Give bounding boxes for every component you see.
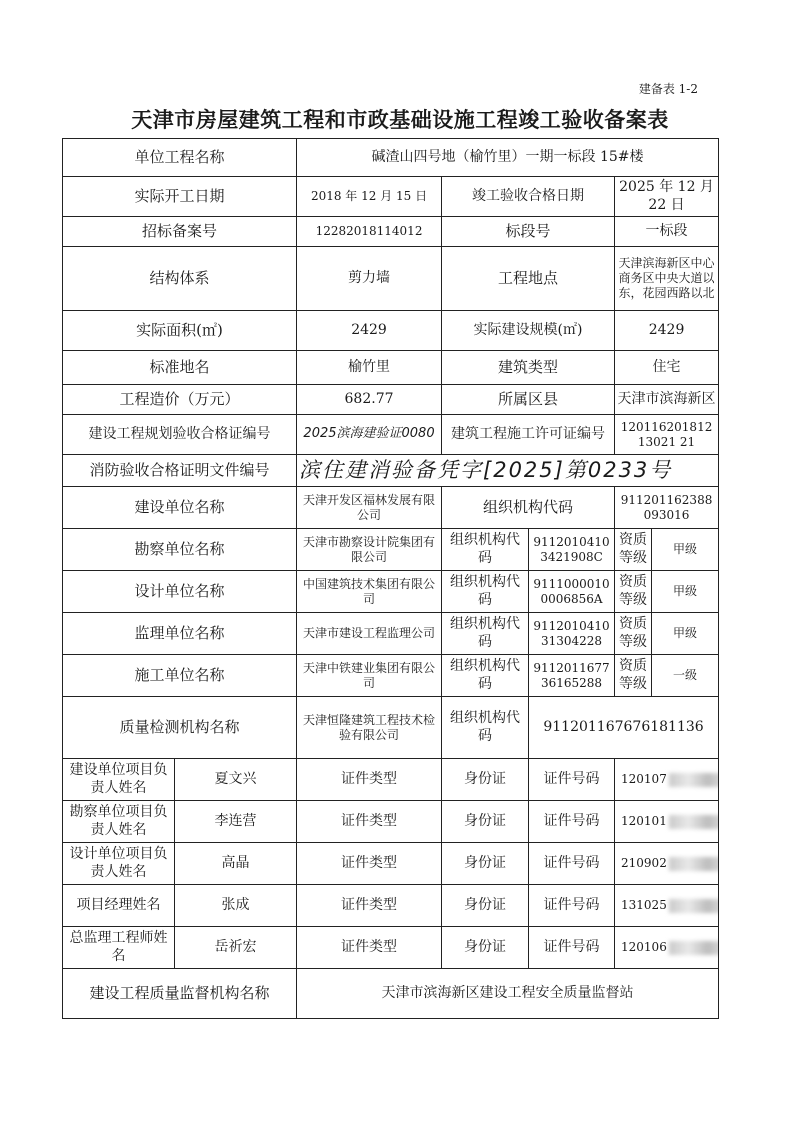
row-supervision-unit [63,613,719,655]
label-planning-cert: 建设工程规划验收合格证编号 [63,415,297,455]
label-survey-qual: 资质等级 [615,529,652,571]
value-supervision-qual: 甲级 [652,613,719,655]
person-id-prefix: 120107 [621,772,667,786]
value-cost: 682.77 [297,385,442,415]
redaction-blur [669,899,719,913]
label-permit: 建筑工程施工许可证编号 [442,415,615,455]
label-district: 所属区县 [442,385,615,415]
person-id-type-label: 证件类型 [297,801,442,843]
label-construction-unit: 建设单位名称 [63,487,297,529]
value-start-date: 2018 年 12 月 15 日 [297,177,442,217]
value-section: 一标段 [615,217,719,247]
value-contractor-unit: 天津中铁建业集团有限公司 [297,655,442,697]
person-id-number-label: 证件号码 [529,927,615,969]
person-id-number-label: 证件号码 [529,801,615,843]
person-id-type: 身份证 [442,759,529,801]
row-structure [63,247,719,311]
person-id-type-label: 证件类型 [297,885,442,927]
value-permit: 12011620181213021 21 [615,415,719,455]
value-survey-unit: 天津市勘察设计院集团有限公司 [297,529,442,571]
row-dates [63,177,719,217]
record-form-table [62,138,719,1019]
label-contractor-qual: 资质等级 [615,655,652,697]
person-name: 高晶 [175,843,297,885]
value-contractor-org-code: 911201167736165288 [529,655,615,697]
value-survey-qual: 甲级 [652,529,719,571]
label-structure: 结构体系 [63,247,297,311]
row-bid [63,217,719,247]
value-fire-cert: 滨住建消验备凭字[2025]第0233号 [297,455,719,487]
value-building-type: 住宅 [615,351,719,385]
value-testing-unit: 天津恒隆建筑工程技术检验有限公司 [297,697,442,759]
person-id-prefix: 120101 [621,814,667,828]
person-name: 岳祈宏 [175,927,297,969]
person-id-type: 身份证 [442,843,529,885]
person-id-type: 身份证 [442,927,529,969]
value-design-qual: 甲级 [652,571,719,613]
value-supervision-org-code: 911201041031304228 [529,613,615,655]
person-id-number [615,885,719,927]
label-design-qual: 资质等级 [615,571,652,613]
label-design-org-code: 组织机构代码 [442,571,529,613]
person-id-number [615,843,719,885]
row-name [63,351,719,385]
label-building-type: 建筑类型 [442,351,615,385]
value-planning-cert: 2025滨海建验证0080 [297,415,442,455]
value-construction-org-code: 911201162388093016 [615,487,719,529]
row-contractor-unit [63,655,719,697]
value-location: 天津滨海新区中心商务区中央大道以东，花园西路以北 [615,247,719,311]
label-survey-unit: 勘察单位名称 [63,529,297,571]
label-std-name: 标准地名 [63,351,297,385]
label-fire-cert: 消防验收合格证明文件编号 [63,455,297,487]
value-bid-record: 12282018114012 [297,217,442,247]
value-survey-org-code: 91120104103421908C [529,529,615,571]
label-start-date: 实际开工日期 [63,177,297,217]
person-id-type: 身份证 [442,885,529,927]
label-supervision-org-code: 组织机构代码 [442,613,529,655]
label-unit-project: 单位工程名称 [63,139,297,177]
person-role: 总监理工程师姓名 [63,927,175,969]
value-acceptance-date: 2025 年 12 月 22 日 [615,177,719,217]
value-construction-unit: 天津开发区福林发展有限公司 [297,487,442,529]
value-unit-project: 碱渣山四号地（榆竹里）一期一标段 15#楼 [297,139,719,177]
label-section: 标段号 [442,217,615,247]
form-number: 建备表 1-2 [638,82,698,96]
person-role: 设计单位项目负责人姓名 [63,843,175,885]
row-fire [63,455,719,487]
label-contractor-unit: 施工单位名称 [63,655,297,697]
redaction-blur [669,857,719,871]
person-id-type-label: 证件类型 [297,759,442,801]
row-unit-project [63,139,719,177]
person-row [63,885,719,927]
row-construction-unit [63,487,719,529]
person-name: 夏文兴 [175,759,297,801]
label-quality-supervision: 建设工程质量监督机构名称 [63,969,297,1019]
label-testing-unit: 质量检测机构名称 [63,697,297,759]
value-quality-supervision: 天津市滨海新区建设工程安全质量监督站 [297,969,719,1019]
row-certs [63,415,719,455]
label-testing-org-code: 组织机构代码 [442,697,529,759]
value-design-org-code: 91110000100006856A [529,571,615,613]
person-id-number-label: 证件号码 [529,885,615,927]
person-id-type-label: 证件类型 [297,927,442,969]
value-design-unit: 中国建筑技术集团有限公司 [297,571,442,613]
person-id-prefix: 120106 [621,940,667,954]
row-quality-supervision [63,969,719,1019]
redaction-blur [669,941,719,955]
person-id-number-label: 证件号码 [529,759,615,801]
person-role: 建设单位项目负责人姓名 [63,759,175,801]
row-design-unit [63,571,719,613]
label-design-unit: 设计单位名称 [63,571,297,613]
value-scale: 2429 [615,311,719,351]
value-contractor-qual: 一级 [652,655,719,697]
value-structure: 剪力墙 [297,247,442,311]
person-id-number [615,801,719,843]
person-id-number [615,927,719,969]
redaction-blur [669,773,719,787]
label-scale: 实际建设规模(㎡) [442,311,615,351]
row-survey-unit [63,529,719,571]
label-supervision-qual: 资质等级 [615,613,652,655]
person-id-type: 身份证 [442,801,529,843]
label-cost: 工程造价（万元） [63,385,297,415]
row-area [63,311,719,351]
person-role: 勘察单位项目负责人姓名 [63,801,175,843]
label-construction-org-code: 组织机构代码 [442,487,615,529]
person-row [63,843,719,885]
person-role: 项目经理姓名 [63,885,175,927]
value-testing-org-code: 911201167676181136 [529,697,719,759]
label-survey-org-code: 组织机构代码 [442,529,529,571]
person-id-prefix: 131025 [621,898,667,912]
row-testing-unit [63,697,719,759]
value-std-name: 榆竹里 [297,351,442,385]
person-name: 张成 [175,885,297,927]
value-area: 2429 [297,311,442,351]
person-id-number [615,759,719,801]
person-name: 李连营 [175,801,297,843]
person-row [63,801,719,843]
redaction-blur [669,815,719,829]
label-area: 实际面积(㎡) [63,311,297,351]
label-acceptance-date: 竣工验收合格日期 [442,177,615,217]
person-id-prefix: 210902 [621,856,667,870]
person-id-type-label: 证件类型 [297,843,442,885]
label-location: 工程地点 [442,247,615,311]
value-supervision-unit: 天津市建设工程监理公司 [297,613,442,655]
person-row [63,759,719,801]
row-cost [63,385,719,415]
label-contractor-org-code: 组织机构代码 [442,655,529,697]
value-district: 天津市滨海新区 [615,385,719,415]
label-bid-record: 招标备案号 [63,217,297,247]
person-row [63,927,719,969]
person-id-number-label: 证件号码 [529,843,615,885]
form-title: 天津市房屋建筑工程和市政基础设施工程竣工验收备案表 [131,108,669,132]
label-supervision-unit: 监理单位名称 [63,613,297,655]
